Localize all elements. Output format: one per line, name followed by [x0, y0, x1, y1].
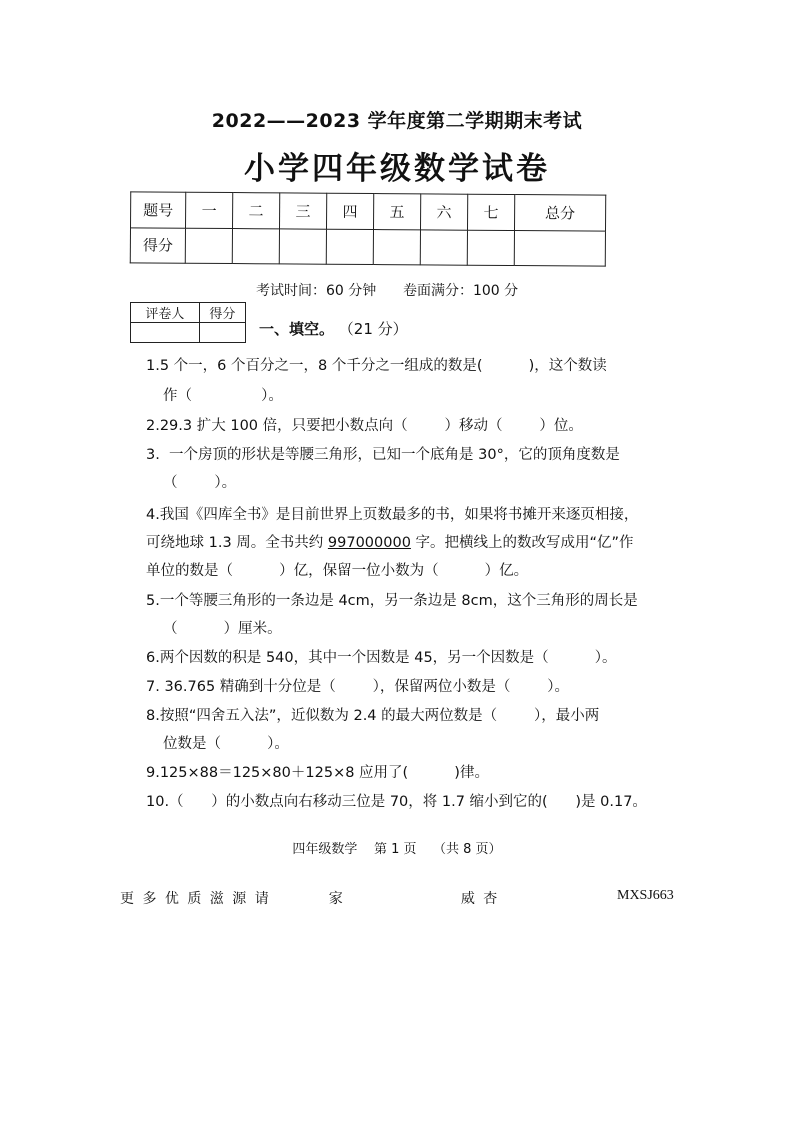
score-blank — [326, 229, 373, 265]
question-8-line-1: 8.按照“四舍五入法”，近似数为 2.4 的最大两位数是（ ），最小两 — [146, 708, 600, 724]
grader-blank — [131, 323, 200, 343]
exam-term-title: 2022——2023 学年度第二学期期末考试 — [211, 110, 583, 132]
score-cell-total: 总分 — [514, 195, 605, 231]
score-blank — [514, 230, 605, 266]
question-4-line-2 — [146, 534, 634, 552]
question-9: 9.125×88＝125×80＋125×8 应用了( )律。 — [146, 765, 489, 781]
score-table-header-row — [131, 192, 606, 231]
score-blank — [373, 229, 420, 265]
score-cell-label: 题号 — [131, 192, 186, 228]
score-cell-5: 五 — [373, 194, 420, 230]
exam-paper-title: 小学四年级数学试卷 — [244, 151, 550, 187]
grader-score-label: 得分 — [199, 303, 245, 323]
score-cell-3: 三 — [279, 193, 326, 229]
promo-text: 更 多 优 质 滋 源 请 家 威 杏 — [120, 891, 500, 907]
question-4-text-b: 字。把横线上的数改写成用“亿”作 — [410, 535, 634, 551]
section-points: （21 分） — [338, 320, 408, 338]
question-3-line-2: （ ）。 — [163, 475, 237, 491]
score-cell-1: 一 — [186, 192, 233, 228]
grader-blank — [199, 323, 245, 343]
question-4-line-1: 4.我国《四库全书》是目前世界上页数最多的书，如果将书摊开来逐页相接， — [146, 507, 639, 523]
page-footer: 四年级数学 第 1 页 （共 8 页） — [292, 842, 502, 857]
question-4-text-a: 可绕地球 1.3 周。全书共约 — [146, 535, 328, 551]
underlined-number: 997000000 — [327, 535, 411, 551]
section-heading — [259, 318, 408, 339]
score-blank — [467, 230, 514, 266]
score-table-score-row — [130, 227, 605, 266]
score-blank — [185, 228, 232, 264]
score-cell-7: 七 — [467, 194, 514, 230]
score-cell-2: 二 — [232, 193, 279, 229]
question-4-line-3: 单位的数是（ ）亿，保留一位小数为（ ）亿。 — [146, 563, 529, 579]
question-3-line-1: 3. 一个房顶的形状是等腰三角形，已知一个底角是 30°，它的顶角度数是 — [146, 447, 620, 463]
grader-table — [130, 302, 246, 343]
section-title: 一、填空。 — [259, 320, 335, 338]
score-row-label: 得分 — [130, 227, 185, 263]
question-8-line-2: 位数是（ ）。 — [163, 736, 289, 752]
score-cell-4: 四 — [326, 193, 373, 229]
question-1-line-2: 作（ ）。 — [163, 388, 283, 404]
score-table — [130, 191, 606, 266]
score-blank — [279, 228, 326, 264]
score-cell-6: 六 — [420, 194, 467, 230]
question-5-line-2: （ ）厘米。 — [163, 621, 282, 637]
promo-code: MXSJ663 — [617, 888, 674, 903]
question-6: 6.两个因数的积是 540，其中一个因数是 45，另一个因数是（ ）。 — [146, 650, 617, 666]
score-blank — [420, 229, 467, 265]
score-blank — [232, 228, 279, 264]
exam-info: 考试时间：60 分钟 卷面满分：100 分 — [256, 283, 519, 299]
question-7: 7. 36.765 精确到十分位是（ ），保留两位小数是（ ）。 — [146, 679, 570, 695]
question-5-line-1: 5.一个等腰三角形的一条边是 4cm，另一条边是 8cm，这个三角形的周长是 — [146, 593, 638, 609]
question-2: 2.29.3 扩大 100 倍，只要把小数点向（ ）移动（ ）位。 — [146, 418, 583, 434]
grader-label: 评卷人 — [131, 303, 200, 323]
question-1-line-1: 1.5 个一，6 个百分之一，8 个千分之一组成的数是( )，这个数读 — [146, 358, 607, 374]
question-10: 10.（ ）的小数点向右移动三位是 70，将 1.7 缩小到它的( )是 0.17。 — [146, 794, 647, 810]
